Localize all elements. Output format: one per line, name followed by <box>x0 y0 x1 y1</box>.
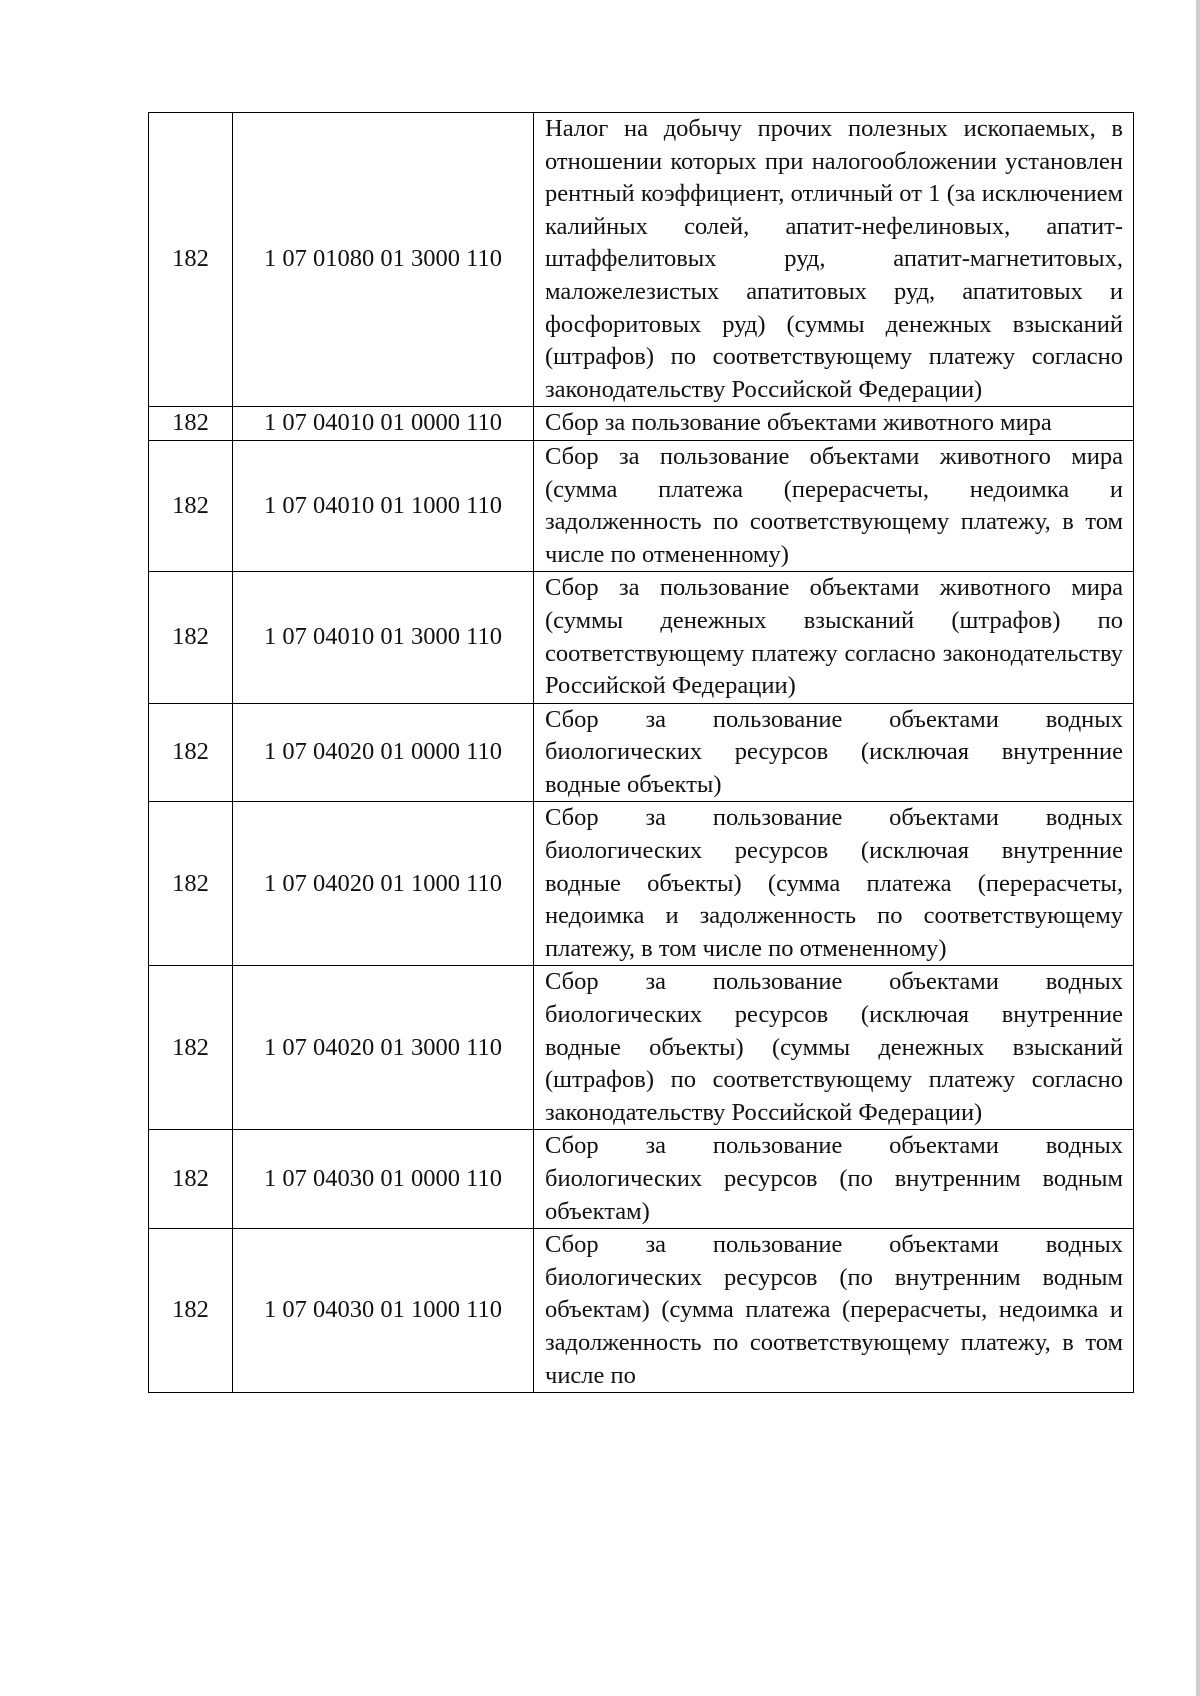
revenue-name-cell: Сбор за пользование объектами водных биологических ресурсов (исключая внутренние водные объекты) <box>534 703 1134 802</box>
budget-code-cell: 1 07 04030 01 1000 110 <box>233 1229 534 1393</box>
table-row <box>149 113 1134 407</box>
revenue-name-cell: Сбор за пользование объектами водных биологических ресурсов (по внутренним водным объектам) (сумма платежа (перерасчеты, недоимка и задолженность по соответствующему платежу, в том числе по <box>534 1229 1134 1393</box>
revenue-name-cell: Сбор за пользование объектами водных биологических ресурсов (исключая внутренние водные объекты) (сумма платежа (перерасчеты, недоимка и задолженность по соответствующему платежу, в том числе по отмененному) <box>534 802 1134 966</box>
admin-code-cell: 182 <box>149 966 233 1130</box>
admin-code-cell: 182 <box>149 1130 233 1229</box>
table-row <box>149 802 1134 966</box>
table-row <box>149 572 1134 703</box>
admin-code-cell: 182 <box>149 572 233 703</box>
table-row <box>149 407 1134 441</box>
revenue-name-cell: Сбор за пользование объектами животного мира (сумма платежа (перерасчеты, недоимка и задолженность по соответствующему платежу, в том числе по отмененному) <box>534 440 1134 571</box>
revenue-name-cell: Сбор за пользование объектами животного мира <box>534 407 1134 441</box>
table-row <box>149 703 1134 802</box>
revenue-name-cell: Сбор за пользование объектами водных биологических ресурсов (исключая внутренние водные объекты) (суммы денежных взысканий (штрафов) по соответствующему платежу согласно законодательству Российской Федерации) <box>534 966 1134 1130</box>
admin-code-cell: 182 <box>149 440 233 571</box>
admin-code-cell: 182 <box>149 407 233 441</box>
table-row <box>149 966 1134 1130</box>
admin-code-cell: 182 <box>149 113 233 407</box>
revenue-name-cell: Сбор за пользование объектами водных биологических ресурсов (по внутренним водным объектам) <box>534 1130 1134 1229</box>
budget-code-cell: 1 07 04010 01 1000 110 <box>233 440 534 571</box>
table-row <box>149 1130 1134 1229</box>
table-row <box>149 1229 1134 1393</box>
budget-code-cell: 1 07 04020 01 3000 110 <box>233 966 534 1130</box>
budget-code-cell: 1 07 01080 01 3000 110 <box>233 113 534 407</box>
table-row <box>149 440 1134 571</box>
admin-code-cell: 182 <box>149 703 233 802</box>
budget-code-cell: 1 07 04020 01 1000 110 <box>233 802 534 966</box>
budget-code-cell: 1 07 04010 01 3000 110 <box>233 572 534 703</box>
admin-code-cell: 182 <box>149 1229 233 1393</box>
revenue-name-cell: Сбор за пользование объектами животного мира (суммы денежных взысканий (штрафов) по соответствующему платежу согласно законодательству Российской Федерации) <box>534 572 1134 703</box>
page-edge <box>1196 0 1200 1696</box>
budget-code-cell: 1 07 04020 01 0000 110 <box>233 703 534 802</box>
admin-code-cell: 182 <box>149 802 233 966</box>
revenue-name-cell: Налог на добычу прочих полезных ископаемых, в отношении которых при налогообложении установлен рентный коэффициент, отличный от 1 (за исключением калийных солей, апатит-нефелиновых, апатит-штаффелитовых руд, апатит-магнетитовых, маложелезистых апатитовых руд, апатитовых и фосфоритовых руд) (суммы денежных взысканий (штрафов) по соответствующему платежу согласно законодательству Российской Федерации) <box>534 113 1134 407</box>
revenue-codes-table <box>148 112 1134 1393</box>
budget-code-cell: 1 07 04030 01 0000 110 <box>233 1130 534 1229</box>
budget-code-cell: 1 07 04010 01 0000 110 <box>233 407 534 441</box>
